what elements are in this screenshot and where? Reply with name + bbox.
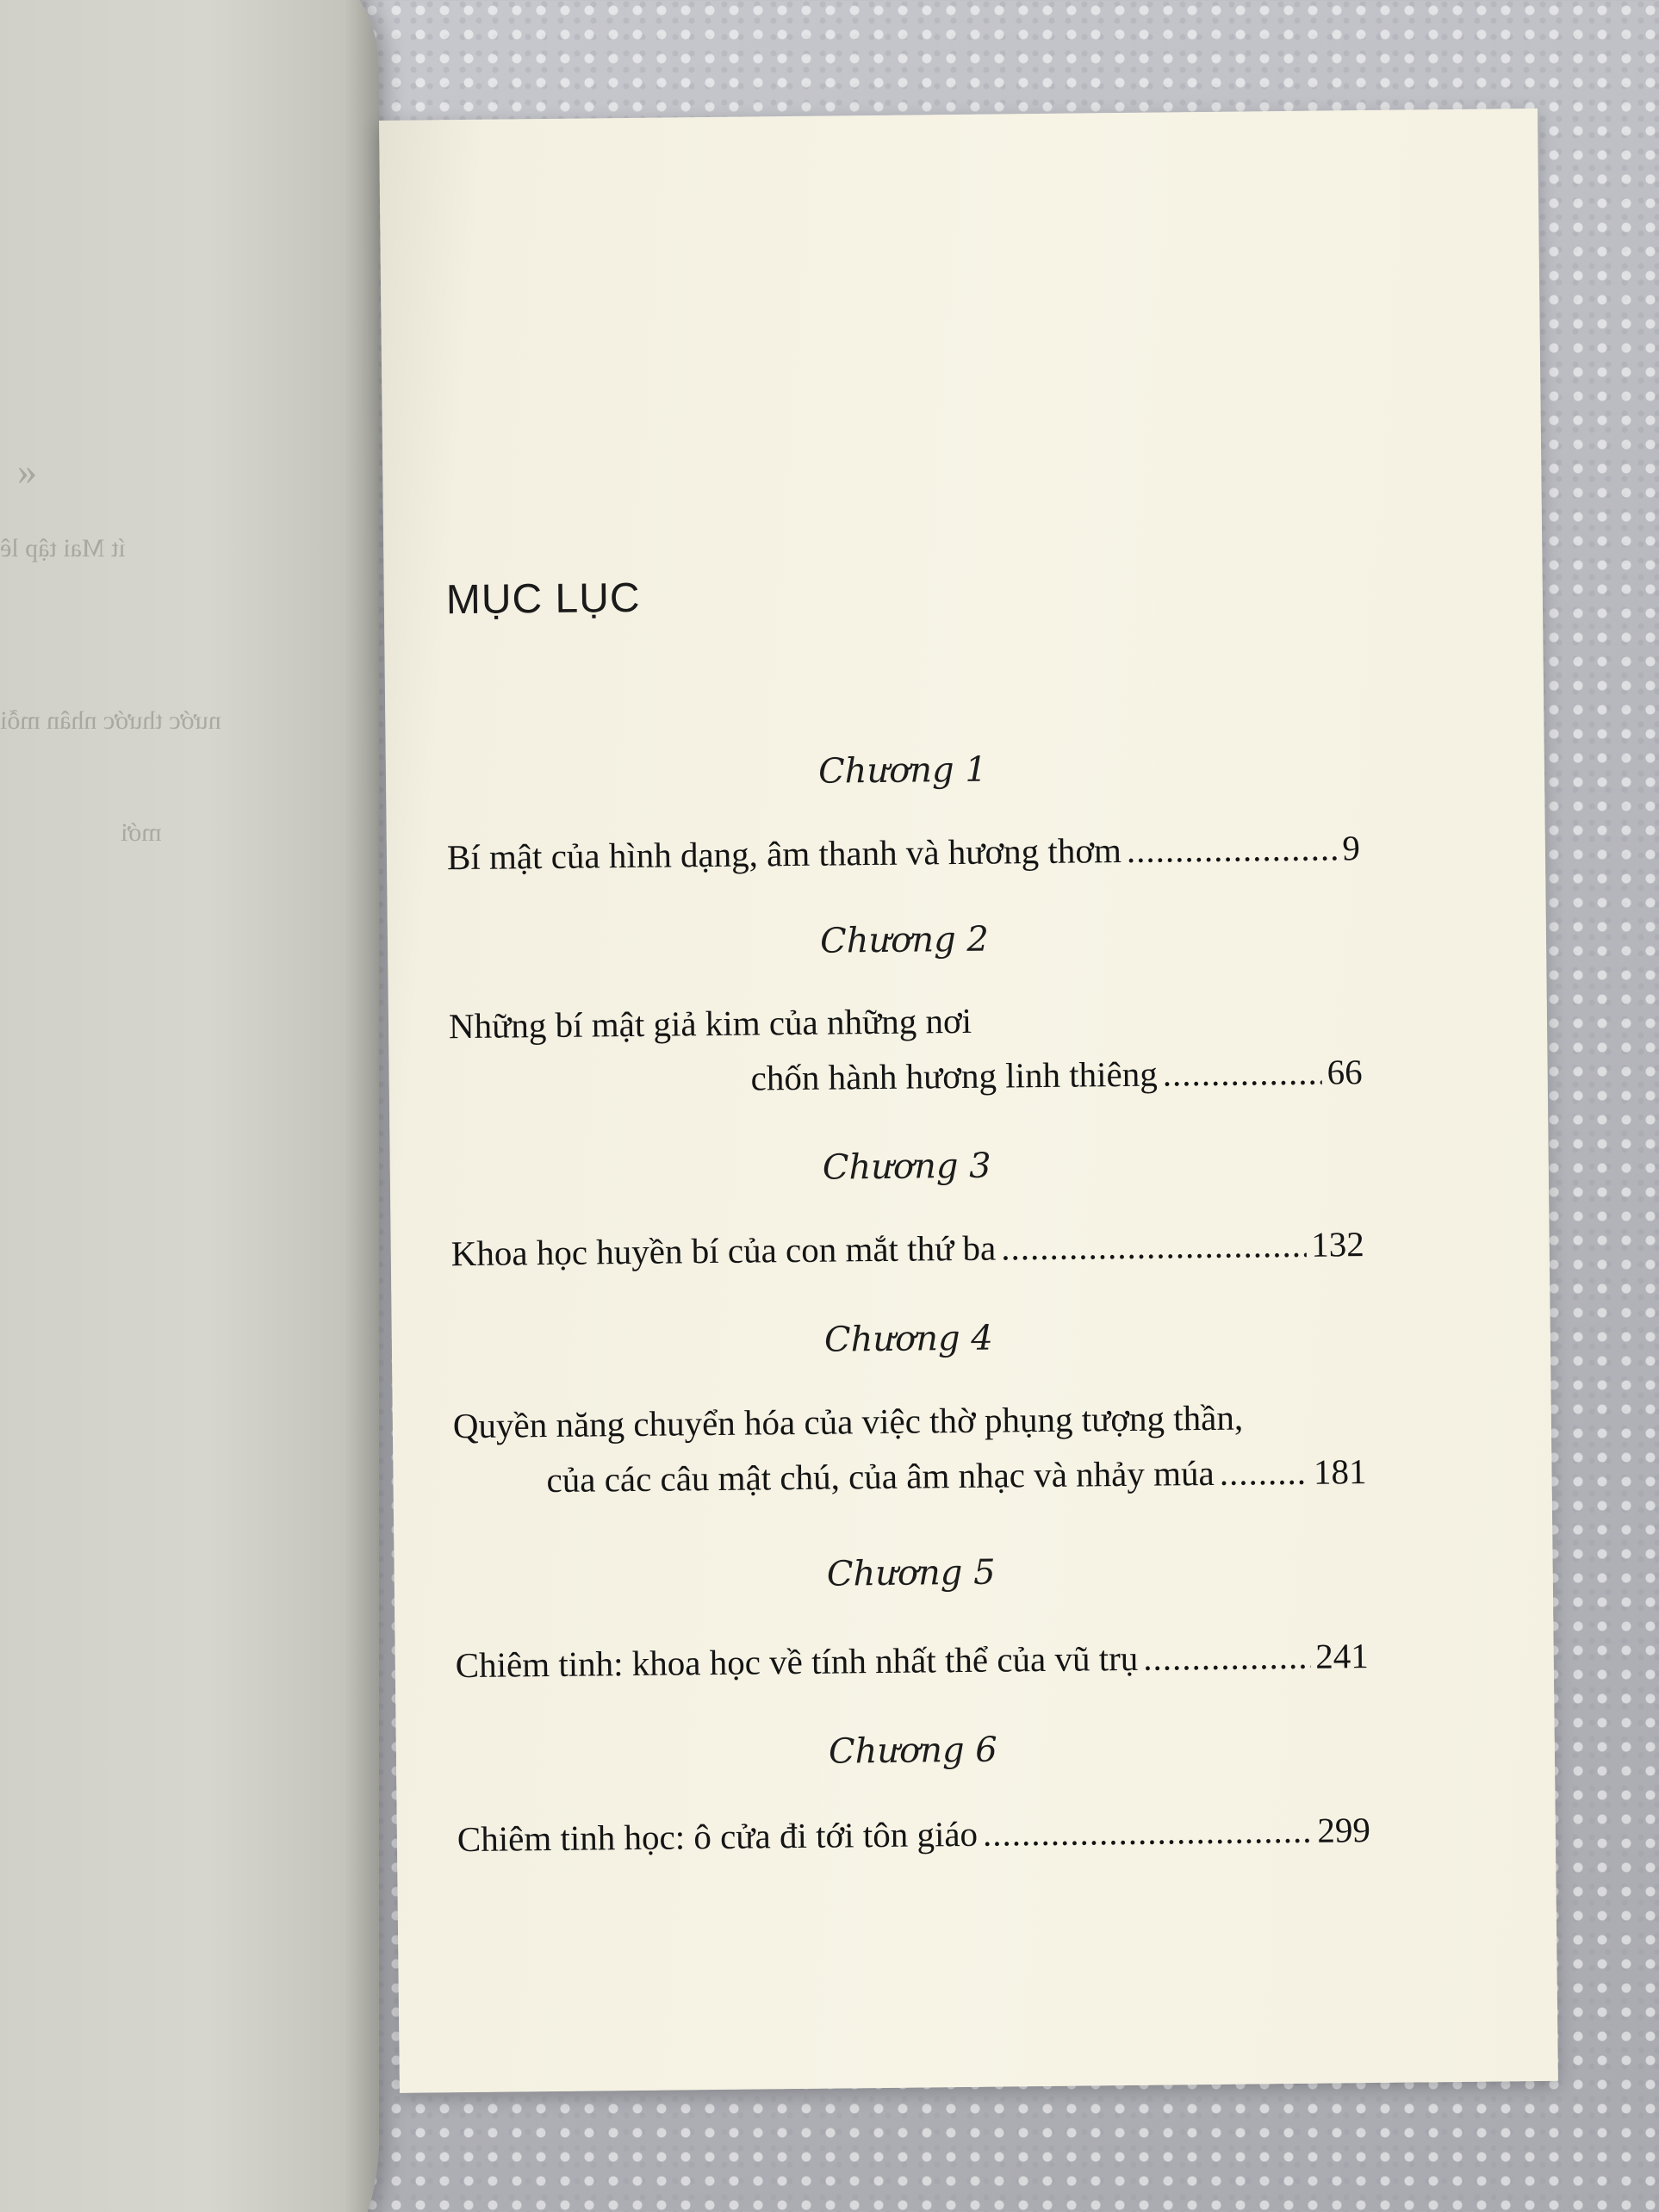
page-number: 241 (1314, 1636, 1369, 1676)
toc-entry (451, 1223, 1364, 1274)
chapter-label: Chương 4 (823, 1318, 993, 1360)
entry-title-continued: chốn hành hương linh thiêng (750, 1053, 1158, 1098)
entry-title: Khoa học huyền bí của con mắt thứ ba (450, 1227, 997, 1274)
toc-entry (449, 1051, 1362, 1102)
bleed-mark: « (17, 449, 37, 493)
leader-dots (1162, 1052, 1321, 1095)
chapter-label: Chương 2 (819, 919, 990, 961)
book-page (379, 109, 1558, 2093)
page-number: 299 (1317, 1810, 1371, 1850)
leader-dots (1127, 827, 1338, 871)
bleed-mark: ít Mai tập lê (0, 534, 126, 562)
leader-dots (1001, 1224, 1306, 1269)
page-number: 181 (1313, 1451, 1367, 1492)
chapter-label: Chương 6 (828, 1730, 997, 1772)
bleed-mark: nước thước nhân mỗi (0, 706, 221, 735)
chapter-label: Chương 5 (826, 1552, 996, 1594)
chapter-label: Chương 3 (822, 1146, 991, 1188)
entry-title: Chiêm tinh: khoa học về tính nhất thể của vũ trụ (455, 1637, 1139, 1686)
page-number: 132 (1310, 1224, 1364, 1264)
toc-entry (453, 1451, 1366, 1501)
toc-entry-line-1 (449, 996, 1362, 1047)
entry-title: Bí mật của hình dạng, âm thanh và hương thơm (446, 830, 1122, 878)
entry-title: Những bí mật giả kim của những nơi (448, 1000, 972, 1047)
toc-entry (447, 827, 1360, 878)
toc-entry (457, 1809, 1370, 1860)
toc-heading: MỤC LỤC (445, 575, 641, 624)
bleed-mark: mới (121, 818, 162, 847)
entry-title-continued: của các câu mật chú, của âm nhạc và nhảy múa (546, 1452, 1215, 1501)
page-number: 9 (1342, 828, 1361, 868)
page-number: 66 (1327, 1052, 1363, 1092)
toc-entry-line-1 (453, 1395, 1366, 1446)
entry-title: Chiêm tinh học: ô cửa đi tới tôn giáo (457, 1813, 979, 1860)
leader-dots (983, 1810, 1313, 1855)
chapter-label: Chương 1 (817, 749, 988, 792)
toc-entry (456, 1635, 1369, 1686)
leader-dots (1219, 1451, 1308, 1494)
left-page (0, 0, 379, 2212)
leader-dots (1143, 1636, 1310, 1679)
entry-title: Quyền năng chuyển hóa của việc thờ phụng tượng thần, (452, 1397, 1244, 1446)
